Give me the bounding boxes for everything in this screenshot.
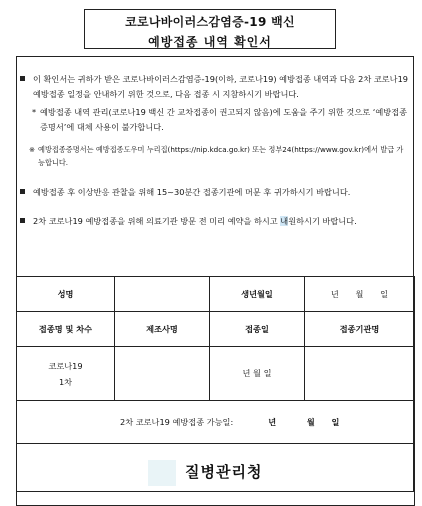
reference-mark: ※ <box>29 145 36 154</box>
note-item-1 <box>20 72 408 102</box>
note-text-1: 이 확인서는 귀하가 받은 코로나바이러스감염증-19(이하, 코로나19) 예방접종 내역과 다음 2차 코로나19 예방접종 일정을 안내하기 위한 것으로, 다음 접종 시 지참하시기 바랍니다. <box>33 74 408 99</box>
record-vaccine <box>17 347 115 401</box>
asterisk-mark: * <box>32 107 37 117</box>
name-label: 성명 <box>17 277 115 312</box>
agency-name: 질병관리청 <box>185 463 263 481</box>
birth-year: 년 <box>330 288 339 299</box>
birth-month: 월 <box>355 288 364 299</box>
record-date[interactable] <box>210 347 305 401</box>
sub-note-text-1: 예방접종 내역 관리(코로나19 백신 간 교차접종이 권고되지 않음)에 도움을 주기 위한 것으로 ‘예방접종증명서’에 대체 사용이 불가합니다. <box>40 107 408 132</box>
next-dose-year: 년 <box>268 416 277 427</box>
col-header-institution: 접종기관명 <box>305 312 415 347</box>
square-bullet-icon <box>20 218 25 223</box>
vaccination-table <box>16 276 415 506</box>
name-value[interactable] <box>115 277 210 312</box>
birth-label: 생년월일 <box>210 277 305 312</box>
col-header-manufacturer: 제조사명 <box>115 312 210 347</box>
record-institution[interactable] <box>305 347 415 401</box>
next-dose-day: 일 <box>331 416 340 427</box>
next-dose-label: 2차 코로나19 예방접종 가능일: <box>120 416 234 427</box>
record-date-year: 년 <box>242 368 251 378</box>
agency-cell <box>17 444 415 506</box>
sub-note-text-2: 예방접종증명서는 예방접종도우미 누리집(https://nip.kdca.go.kr) 또는 정부24(https://www.gov.kr)에서 발급 가능합니다. <box>38 145 404 167</box>
square-bullet-icon <box>20 189 25 194</box>
next-dose-month: 월 <box>306 416 315 427</box>
record-vaccine-dose: 1차 <box>58 376 73 387</box>
note-text-2: 예방접종 후 이상반응 관찰을 위해 15~30분간 접종기관에 머문 후 귀가하시기 바랍니다. <box>33 187 351 197</box>
seal-icon <box>148 460 176 486</box>
title-line-2: 예방접종 내역 확인서 <box>148 35 272 49</box>
birth-value[interactable] <box>305 277 415 312</box>
record-manufacturer[interactable] <box>115 347 210 401</box>
note-item-3 <box>20 214 408 229</box>
note-item-2 <box>20 185 408 200</box>
record-vaccine-name: 코로나19 <box>48 360 83 371</box>
col-header-vaccine: 접종명 및 차수 <box>17 312 115 347</box>
note-text-3a: 2차 코로나19 예방접종을 위해 의료기관 방문 전 미리 예약을 하시고 <box>33 216 281 226</box>
agency-row <box>17 444 415 506</box>
note-text-3 <box>33 214 408 229</box>
column-header-row <box>17 312 415 347</box>
note-text-3-highlight: 내 <box>280 216 289 226</box>
name-row <box>17 277 415 312</box>
col-header-date: 접종일 <box>210 312 305 347</box>
square-bullet-icon <box>20 76 25 81</box>
agency-stamp-area <box>17 444 414 505</box>
title-line-1: 코로나바이러스감염증-19 백신 <box>125 15 295 29</box>
record-row <box>17 347 415 401</box>
next-dose-row <box>17 401 415 444</box>
sub-note-1 <box>32 105 408 135</box>
next-dose-cell <box>17 401 415 444</box>
record-date-month: 월 <box>253 368 261 378</box>
birth-day: 일 <box>380 288 389 299</box>
notes-section <box>20 72 408 229</box>
title-box <box>84 9 336 49</box>
sub-note-2 <box>29 143 408 169</box>
record-date-day: 일 <box>263 368 272 378</box>
note-text-3b: 원하시기 바랍니다. <box>288 216 357 226</box>
